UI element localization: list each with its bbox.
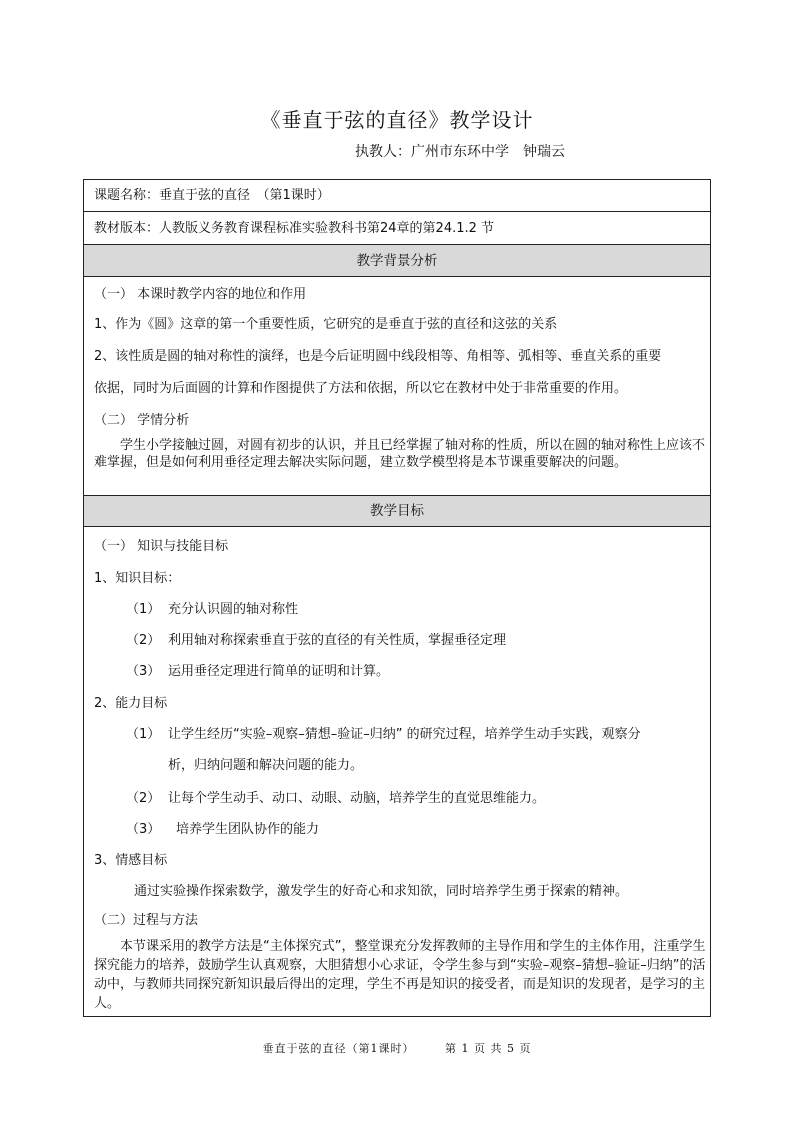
- list-number: （1）: [126, 602, 161, 617]
- list-number: （3）: [126, 822, 161, 837]
- list-number: （2）: [126, 791, 161, 806]
- subsection-title: （一） 本课时教学内容的地位和作用: [94, 287, 307, 302]
- goal-heading: 1、知识目标：: [94, 571, 181, 586]
- document-title: 《垂直于弦的直径》教学设计: [260, 108, 534, 132]
- section-header-background: 教学背景分析: [84, 245, 710, 277]
- lesson-plan-table: [83, 179, 711, 1017]
- paragraph: 学生小学接触过圆，对圆有初步的认识，并且已经掌握了轴对称的性质，所以在圆的轴对称性上应该不难掌握，但是如何利用垂径定理去解决实际问题，建立数学模型将是本节课重要解决的问题。: [94, 438, 706, 470]
- edition-text: 教材版本：人教版义务教育课程标准实验教科书第24章的第24.1.2 节: [94, 221, 495, 236]
- edition-row: [84, 212, 710, 245]
- goal-heading: 3、情感目标: [94, 853, 168, 868]
- goals-content: [84, 527, 710, 1016]
- section-header-goals: 教学目标: [84, 496, 710, 527]
- page-footer: 垂直于弦的直径（第1课时） 第 1 页 共 5 页: [262, 1042, 532, 1055]
- list-item-continuation: 析，归纳问题和解决问题的能力。: [168, 758, 364, 773]
- goal-heading: 2、能力目标: [94, 696, 168, 711]
- list-item: 培养学生团队协作的能力: [176, 822, 320, 837]
- subsection-title: （一） 知识与技能目标: [94, 539, 229, 554]
- course-name-row: [84, 180, 710, 212]
- list-item: 充分认识圆的轴对称性: [168, 602, 299, 617]
- list-number: （2）: [126, 633, 161, 648]
- list-number: （3）: [126, 664, 161, 679]
- subsection-title: （二） 学情分析: [94, 413, 190, 428]
- paragraph: 本节课采用的教学方法是“主体探究式”，整堂课充分发挥教师的主导作用和学生的主体作用，注重学生探究能力的培养，鼓励学生认真观察，大胆猜想小心求证，令学生参与到“实验–观察–猜想–验证–归纳”的活动中，与教师共同探究新知识最后得出的定理，学生不再是知识的接受者，而是知识的发现者，是学习的主人。: [94, 939, 706, 1011]
- list-number: （1）: [126, 727, 161, 742]
- paragraph: 通过实验操作探索数学，激发学生的好奇心和求知欲，同时培养学生勇于探索的精神。: [134, 884, 629, 899]
- course-name: 课题名称：垂直于弦的直径 （第1课时）: [94, 188, 330, 203]
- paragraph: 1、作为《圆》这章的第一个重要性质，它研究的是垂直于弦的直径和这弦的关系: [94, 317, 558, 332]
- list-item: 运用垂径定理进行简单的证明和计算。: [168, 664, 390, 679]
- subsection-title: （二）过程与方法: [94, 913, 199, 928]
- list-item: 让每个学生动手、动口、动眼、动脑，培养学生的直觉思维能力。: [168, 791, 546, 806]
- paragraph: 2、该性质是圆的轴对称性的演绎，也是今后证明圆中线段相等、角相等、弧相等、垂直关系的重要: [94, 349, 662, 364]
- list-item: 让学生经历“实验–观察–猜想–验证–归纳” 的研究过程，培养学生动手实践，观察分: [168, 727, 641, 742]
- background-content: [84, 277, 710, 496]
- list-item: 利用轴对称探索垂直于弦的直径的有关性质，掌握垂径定理: [168, 633, 507, 648]
- paragraph: 依据，同时为后面圆的计算和作图提供了方法和依据，所以它在教材中处于非常重要的作用。: [94, 381, 628, 396]
- author-line: 执教人：广州市东环中学 钟瑞云: [355, 144, 565, 160]
